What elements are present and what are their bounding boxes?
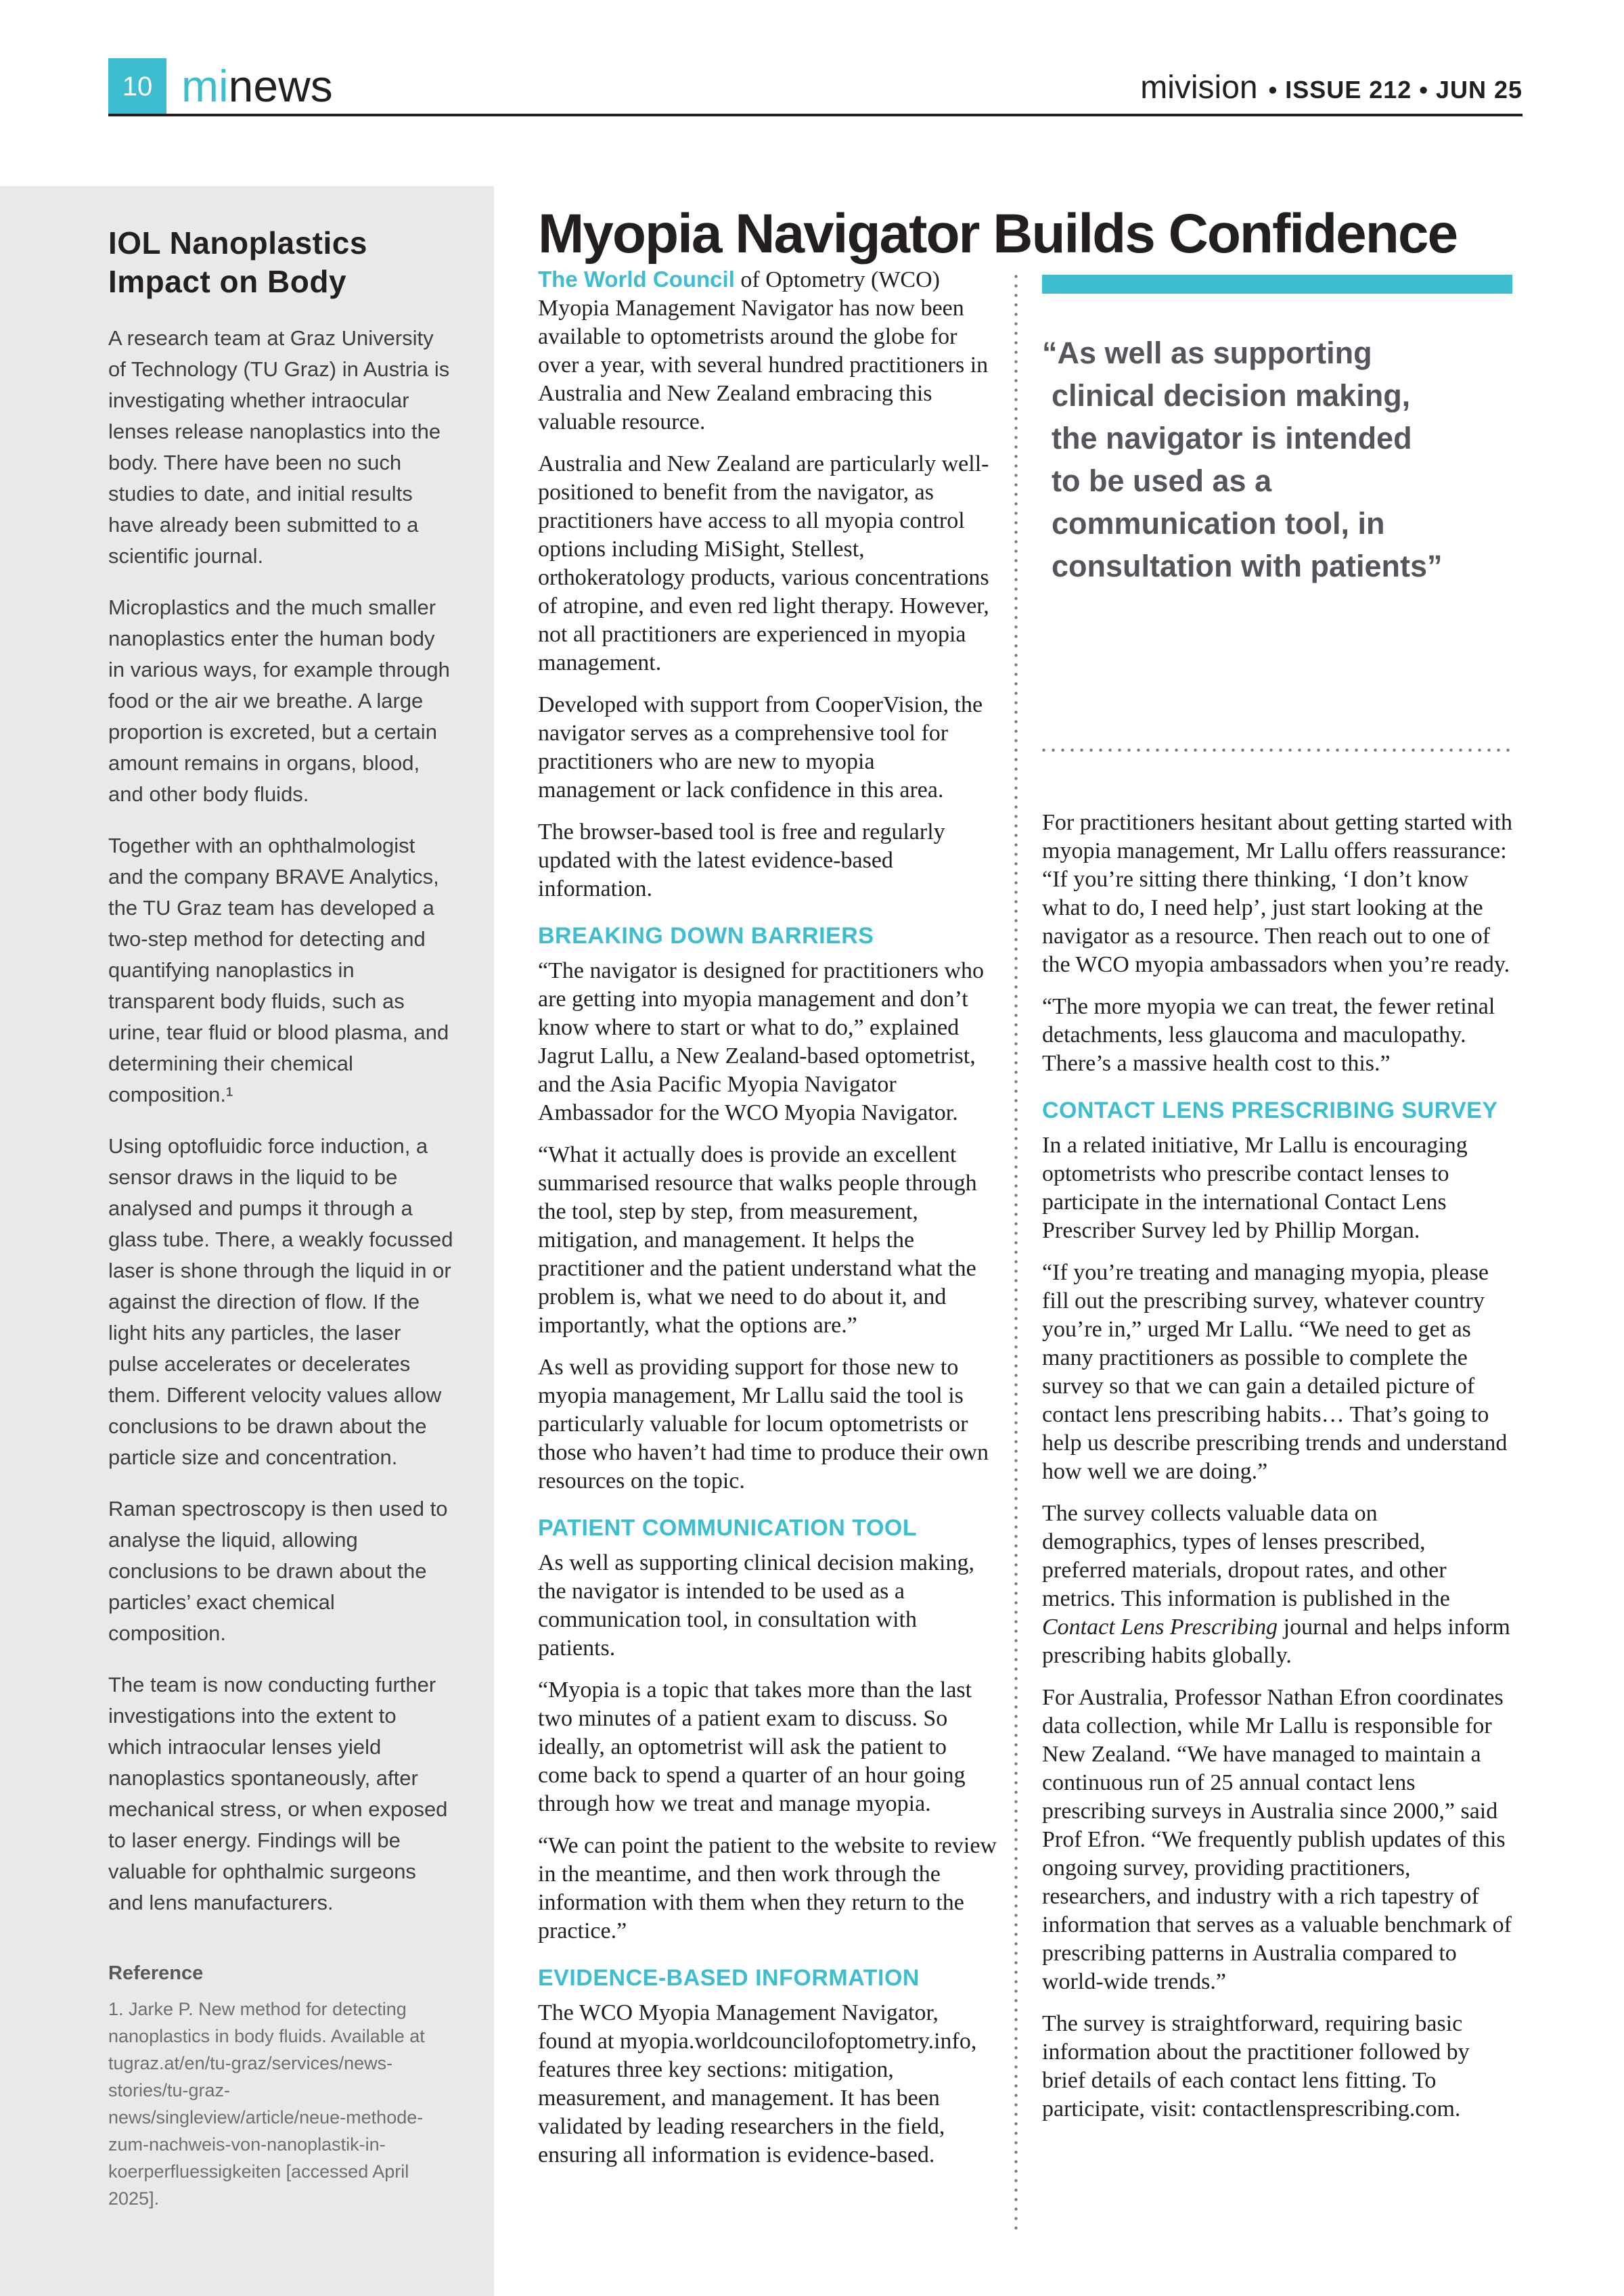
article-column-2-body — [1042, 809, 1512, 2123]
issue-meta: • ISSUE 212 • JUN 25 — [1268, 76, 1522, 104]
sidebar-paragraph: Together with an ophthalmologist and the company BRAVE Analytics, the TU Graz team has developed a two-step method for detecting and quantifying nanoplastics in transparent body fluids, such as urine, tear fluid or blood plasma, and determining their chemical composition.¹ — [108, 834, 449, 1106]
sidebar-paragraph: Microplastics and the much smaller nanoplastics enter the human body in various ways, for example through food or the air we breathe. A large proportion is excreted, but a certain amount remains in organs, blood, and other body fluids. — [108, 595, 450, 806]
sidebar-paragraph: A research team at Graz University of Technology (TU Graz) in Austria is investigating whether intraocular lenses release nanoplastics into the body. There have been no such studies to date, and initial results have already been submitted to a scientific journal. — [108, 326, 450, 568]
lead-paragraph: The World Council of Optometry (WCO) Myopia Management Navigator has now been available to optometrists around the globe for over a year, with several hundred practitioners in Australia and New Zealand embracing this valuable resource. — [538, 267, 989, 434]
italic-text: Contact Lens Prescribing — [1042, 1615, 1278, 1640]
article-paragraph: The browser-based tool is free and regularly updated with the latest evidence-based information. — [538, 819, 945, 901]
pull-quote-line: clinical decision making, — [1052, 378, 1411, 413]
sidebar-article — [0, 186, 494, 2296]
article-paragraph: As well as supporting clinical decision making, the navigator is intended to be used as a communication tool, in consultation with patients. — [538, 1550, 974, 1661]
reference-heading: Reference — [108, 1962, 204, 1984]
sidebar-title-line2: Impact on Body — [108, 264, 347, 299]
header-rule — [108, 114, 1522, 116]
article-paragraph: As well as providing support for those new to myopia management, Mr Lallu said the tool is particularly valuable for locum optometrists or those who haven’t had time to produce their own resources on the topic. — [538, 1355, 989, 1493]
section-heading: BREAKING DOWN BARRIERS — [538, 923, 874, 949]
article-paragraph: For practitioners hesitant about getting started with myopia management, Mr Lallu offers reassurance: “If you’re sitting there thinking, ‘I don’t know what to do, I need help’, just start looking at the navigator as a resource. Then reach out to one of the WCO myopia ambassadors when you’re ready. — [1042, 810, 1512, 977]
pull-quote-line: to be used as a — [1052, 464, 1272, 498]
article-title: Myopia Navigator Builds Confidence — [538, 202, 1458, 265]
article-paragraph: “If you’re treating and managing myopia, please fill out the prescribing survey, whatever country you’re in,” urged Mr Lallu. “We need to get as many practitioners as possible to complete the survey so that we can gain a detailed picture of contact lens prescribing habits… That’s going to help us describe prescribing trends and understand how well we are doing.” — [1042, 1260, 1508, 1484]
pull-quote-line: the navigator is intended — [1052, 421, 1412, 455]
sidebar-title-line1: IOL Nanoplastics — [108, 225, 367, 261]
issue-brand: mivision — [1140, 70, 1258, 106]
pull-quote-lines — [1042, 332, 1512, 587]
article-paragraph: “The more myopia we can treat, the fewer retinal detachments, less glaucoma and maculopathy. There’s a massive health cost to this.” — [1042, 994, 1495, 1076]
dotted-column-divider — [1014, 275, 1018, 2233]
sidebar-paragraph: The team is now conducting further investigations into the extent to which intraocular lenses yield nanoplastics spontaneously, after mechanical stress, or when exposed to laser energy. Findings will be valuable for ophthalmic surgeons and lens manufacturers. — [108, 1673, 448, 1914]
logo-mi: mi — [181, 61, 229, 111]
text-run: The survey collects valuable data on demographics, types of lenses prescribed, preferred materials, dropout rates, and other metrics. This information is published in the — [1042, 1501, 1450, 1611]
article-paragraph: The survey is straightforward, requiring basic information about the practitioner followed by brief details of each contact lens fitting. To participate, visit: contactlensprescribing.com. — [1042, 2011, 1470, 2121]
article-paragraph: In a related initiative, Mr Lallu is encouraging optometrists who prescribe contact lenses to participate in the international Contact Lens Prescriber Survey led by Phillip Morgan. — [1042, 1133, 1468, 1243]
article-paragraph: For Australia, Professor Nathan Efron coordinates data collection, while Mr Lallu is responsible for New Zealand. “We have managed to maintain a continuous run of 25 annual contact lens prescribing surveys in Australia since 2000,” said Prof Efron. “We frequently publish updates of this ongoing survey, providing practitioners, researchers, and industry with a rich tapestry of information that serves as a valuable benchmark of prescribing patterns in Australia compared to world-wide trends.” — [1042, 1685, 1512, 1994]
pull-quote-dotted-rule — [1042, 748, 1512, 752]
sidebar-title — [108, 224, 455, 301]
article-column-2 — [1042, 275, 1512, 2137]
article-paragraph: Developed with support from CooperVision, the navigator serves as a comprehensive tool for practitioners who are new to myopia management or lack confidence in this area. — [538, 692, 983, 803]
page-number: 10 — [122, 71, 153, 102]
article-paragraph: “The navigator is designed for practitioners who are getting into myopia management and don’t know where to start or what to do,” explained Jagrut Lallu, a New Zealand-based optometrist, and the Asia Pacific Myopia Navigator Ambassador for the WCO Myopia Navigator. — [538, 958, 985, 1125]
article-paragraph: The WCO Myopia Management Navigator, found at myopia.worldcouncilofoptometry.info, features three key sections: mitigation, measurement, and management. It has been validated by leading researchers in the field, ensuring all information is evidence-based. — [538, 2000, 977, 2167]
pull-quote-line: “As well as supporting — [1042, 336, 1372, 370]
pull-quote-line: consultation with patients” — [1052, 549, 1443, 583]
section-heading: PATIENT COMMUNICATION TOOL — [538, 1515, 918, 1541]
reference-text: 1. Jarke P. New method for detecting nanoplastics in body fluids. Available at tugraz.at/en/tu-graz/services/news-stories/tu-graz-news/singleview/article/neue-methode-zum-nachweis-von-nanoplastik-in-koerperfluessigkeiten [accessed April 2025]. — [108, 1999, 425, 2209]
sidebar-body — [108, 323, 455, 1918]
article-paragraph: Australia and New Zealand are particularly well-positioned to benefit from the navigator, as practitioners have access to all myopia control options including MiSight, Stellest, orthokeratology products, various concentrations of atropine, and even red light therapy. However, not all practitioners are experienced in myopia management. — [538, 451, 989, 675]
pull-quote-accent-bar — [1042, 275, 1512, 294]
pull-quote — [1042, 275, 1512, 752]
sidebar-paragraph: Using optofluidic force induction, a sensor draws in the liquid to be analysed and pumps it through a glass tube. There, a weakly focussed laser is shone through the liquid in or against the direction of flow. If the light hits any particles, the laser pulse accelerates or decelerates them. Different velocity values allow conclusions to be drawn about the particle size and concentration. — [108, 1134, 453, 1469]
article-column-1 — [538, 265, 997, 2183]
article-paragraph: “What it actually does is provide an excellent summarised resource that walks people through the tool, step by step, from measurement, mitigation, and management. It helps the practitioner and the patient understand what the problem is, what we need to do about it, and importantly, what the options are.” — [538, 1142, 977, 1338]
article-paragraph: “Myopia is a topic that takes more than the last two minutes of a patient exam to discuss. So ideally, an optometrist will ask the patient to come back to spend a quarter of an hour going through how we treat and manage myopia. — [538, 1678, 972, 1816]
sidebar-paragraph: Raman spectroscopy is then used to analyse the liquid, allowing conclusions to be drawn about the particles’ exact chemical composition. — [108, 1497, 448, 1645]
section-heading: EVIDENCE-BASED INFORMATION — [538, 1965, 920, 1991]
text-run: journal and helps inform prescribing habits globally. — [1042, 1615, 1510, 1668]
pull-quote-line: communication tool, in — [1052, 506, 1385, 541]
issue-line — [1140, 69, 1522, 106]
section-heading: CONTACT LENS PRESCRIBING SURVEY — [1042, 1098, 1498, 1123]
logo-news: news — [228, 61, 333, 111]
page-number-badge — [108, 58, 166, 115]
article-paragraph: “We can point the patient to the website to review in the meantime, and then work through the information with them when they return to the practice.” — [538, 1833, 997, 1943]
minews-logo — [181, 61, 333, 111]
article-paragraph — [1042, 1500, 1512, 1670]
lead-highlight: The World Council — [538, 267, 735, 292]
